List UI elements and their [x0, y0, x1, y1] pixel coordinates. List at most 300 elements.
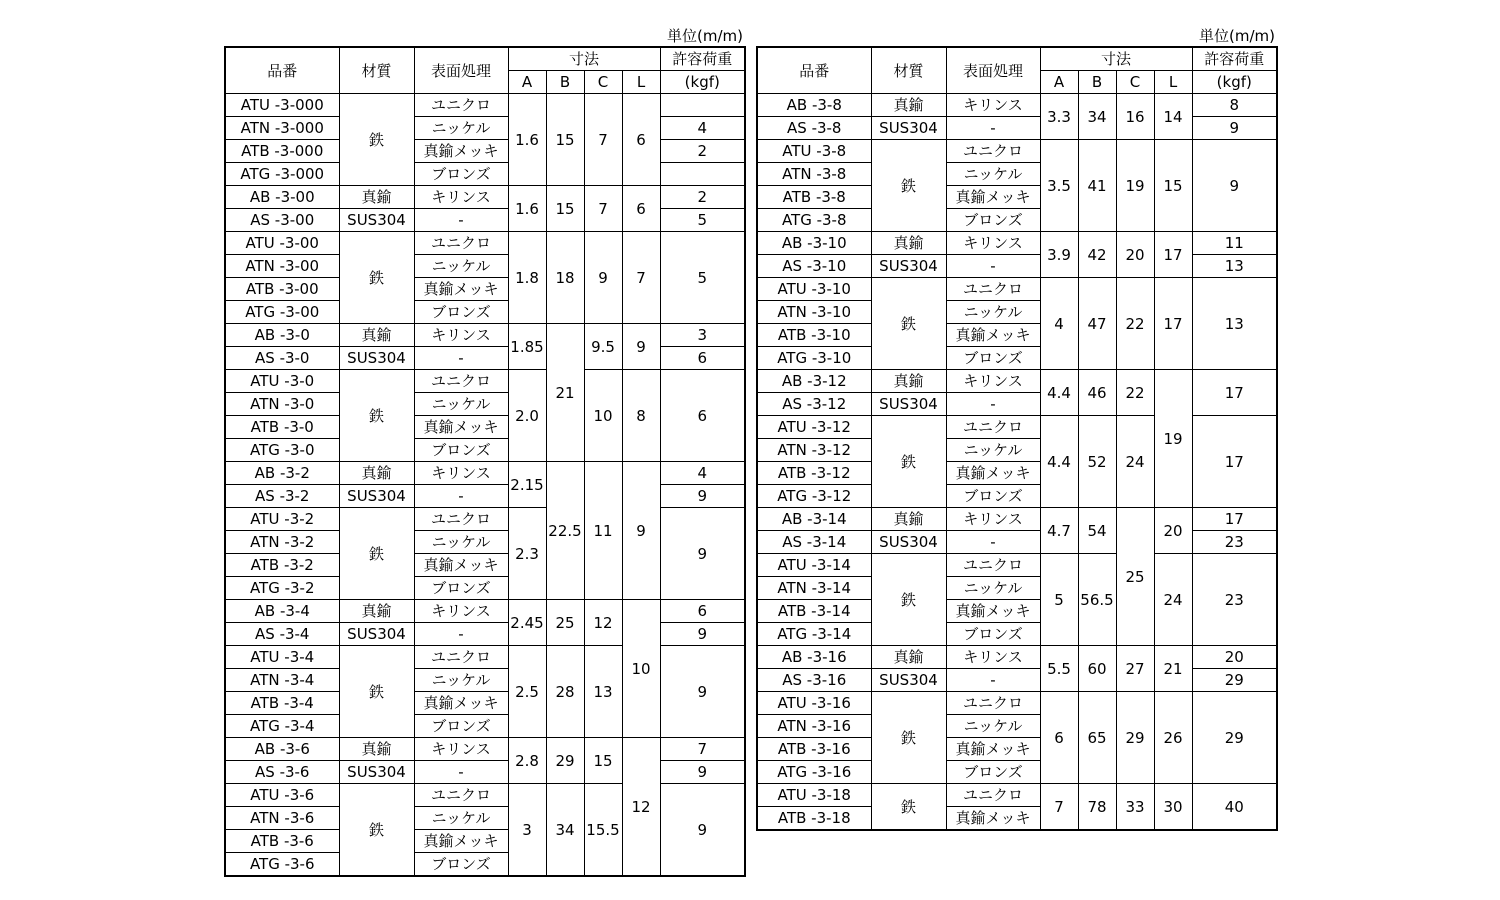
- header-load-unit: (kgf): [1192, 71, 1277, 94]
- surface-cell: ユニクロ: [946, 784, 1040, 807]
- material-cell: 鉄: [871, 554, 946, 646]
- part-number-cell: AB -3-4: [225, 600, 339, 623]
- dim-b-cell: 46: [1078, 370, 1116, 416]
- dim-a-cell: 2.45: [508, 600, 546, 646]
- header-material: 材質: [339, 47, 414, 94]
- surface-cell: キリンス: [414, 324, 508, 347]
- table-row: [225, 94, 745, 117]
- table-row: [757, 416, 1277, 439]
- surface-cell: キリンス: [414, 186, 508, 209]
- surface-cell: キリンス: [946, 94, 1040, 117]
- surface-cell: 真鍮メッキ: [414, 278, 508, 301]
- part-number-cell: ATG -3-14: [757, 623, 871, 646]
- header-load: 許容荷重: [1192, 47, 1277, 71]
- load-cell: 9: [660, 508, 745, 600]
- surface-cell: 真鍮メッキ: [414, 140, 508, 163]
- table-row: [225, 324, 745, 347]
- table-row: [757, 94, 1277, 117]
- dim-b-cell: 29: [546, 738, 584, 784]
- surface-cell: ブロンズ: [946, 761, 1040, 784]
- header-dim-b: B: [1078, 71, 1116, 94]
- part-number-cell: ATB -3-12: [757, 462, 871, 485]
- surface-cell: -: [946, 531, 1040, 554]
- surface-cell: 真鍮メッキ: [946, 186, 1040, 209]
- material-cell: SUS304: [871, 255, 946, 278]
- part-number-cell: ATB -3-0: [225, 416, 339, 439]
- part-number-cell: AS -3-2: [225, 485, 339, 508]
- surface-cell: キリンス: [946, 508, 1040, 531]
- part-number-cell: AS -3-10: [757, 255, 871, 278]
- part-number-cell: ATU -3-12: [757, 416, 871, 439]
- dim-l-cell: 15: [1154, 140, 1192, 232]
- dim-c-cell: 27: [1116, 646, 1154, 692]
- table-row: [225, 117, 745, 140]
- dim-l-cell: 20: [1154, 508, 1192, 554]
- part-number-cell: ATB -3-4: [225, 692, 339, 715]
- dim-c-cell: 9: [584, 232, 622, 324]
- surface-cell: ブロンズ: [946, 485, 1040, 508]
- part-number-cell: AS -3-14: [757, 531, 871, 554]
- header-dim-a: A: [508, 71, 546, 94]
- material-cell: 鉄: [339, 646, 414, 738]
- material-cell: SUS304: [339, 623, 414, 646]
- table-row: [757, 508, 1277, 531]
- surface-cell: ブロンズ: [946, 347, 1040, 370]
- table-row: [757, 140, 1277, 163]
- surface-cell: ユニクロ: [414, 232, 508, 255]
- dim-a-cell: 2.15: [508, 462, 546, 508]
- dim-b-cell: 47: [1078, 278, 1116, 370]
- table-row: [225, 370, 745, 393]
- dim-c-cell: 10: [584, 370, 622, 462]
- dim-b-cell: 78: [1078, 784, 1116, 831]
- load-cell: 29: [1192, 669, 1277, 692]
- dim-b-cell: 34: [546, 784, 584, 877]
- load-cell: 7: [660, 738, 745, 761]
- dim-b-cell: 54: [1078, 508, 1116, 554]
- dim-c-cell: 19: [1116, 140, 1154, 232]
- part-number-cell: AB -3-0: [225, 324, 339, 347]
- header-load-unit: (kgf): [660, 71, 745, 94]
- part-number-cell: ATB -3-8: [757, 186, 871, 209]
- load-cell: 40: [1192, 784, 1277, 831]
- part-number-cell: AB -3-8: [757, 94, 871, 117]
- dim-b-cell: 18: [546, 232, 584, 324]
- surface-cell: ニッケル: [946, 715, 1040, 738]
- dim-a-cell: 1.6: [508, 94, 546, 186]
- dim-c-cell: 9.5: [584, 324, 622, 370]
- surface-cell: 真鍮メッキ: [414, 554, 508, 577]
- load-cell: 20: [1192, 646, 1277, 669]
- surface-cell: ニッケル: [946, 163, 1040, 186]
- surface-cell: -: [946, 117, 1040, 140]
- material-cell: 鉄: [871, 416, 946, 508]
- table-row: [225, 163, 745, 186]
- table-row: [225, 623, 745, 646]
- dim-b-cell: 21: [546, 324, 584, 462]
- part-number-cell: AS -3-8: [757, 117, 871, 140]
- dim-a-cell: 2.5: [508, 646, 546, 738]
- load-cell: 17: [1192, 508, 1277, 531]
- dim-a-cell: 6: [1040, 692, 1078, 784]
- table-row: [225, 738, 745, 761]
- part-number-cell: ATU -3-000: [225, 94, 339, 117]
- part-number-cell: ATG -3-6: [225, 853, 339, 877]
- table-row: [757, 669, 1277, 692]
- dim-c-cell: 22: [1116, 278, 1154, 370]
- surface-cell: 真鍮メッキ: [946, 600, 1040, 623]
- surface-cell: ユニクロ: [946, 692, 1040, 715]
- material-cell: 真鍮: [339, 324, 414, 347]
- surface-cell: 真鍮メッキ: [946, 807, 1040, 831]
- part-number-cell: AB -3-16: [757, 646, 871, 669]
- table-row: [225, 140, 745, 163]
- surface-cell: ユニクロ: [414, 370, 508, 393]
- surface-cell: ユニクロ: [414, 646, 508, 669]
- surface-cell: 真鍮メッキ: [946, 324, 1040, 347]
- load-cell: 2: [660, 186, 745, 209]
- dim-c-cell: 15: [584, 738, 622, 784]
- surface-cell: ニッケル: [414, 117, 508, 140]
- dim-l-cell: 14: [1154, 94, 1192, 140]
- spec-table-right: [756, 46, 1278, 831]
- surface-cell: キリンス: [414, 738, 508, 761]
- surface-cell: ユニクロ: [414, 784, 508, 807]
- surface-cell: ユニクロ: [946, 554, 1040, 577]
- surface-cell: ニッケル: [946, 439, 1040, 462]
- dim-c-cell: 12: [584, 600, 622, 646]
- dim-a-cell: 4.7: [1040, 508, 1078, 554]
- dim-a-cell: 2.0: [508, 370, 546, 462]
- part-number-cell: ATN -3-0: [225, 393, 339, 416]
- material-cell: 鉄: [339, 370, 414, 462]
- dim-b-cell: 15: [546, 94, 584, 186]
- surface-cell: ニッケル: [414, 807, 508, 830]
- dim-a-cell: 3.5: [1040, 140, 1078, 232]
- part-number-cell: ATU -3-16: [757, 692, 871, 715]
- part-number-cell: ATN -3-00: [225, 255, 339, 278]
- load-cell: 9: [660, 646, 745, 738]
- load-cell: 11: [1192, 232, 1277, 255]
- dim-b-cell: 34: [1078, 94, 1116, 140]
- header-load: 許容荷重: [660, 47, 745, 71]
- dim-l-cell: 21: [1154, 646, 1192, 692]
- header-dim-a: A: [1040, 71, 1078, 94]
- surface-cell: -: [414, 761, 508, 784]
- part-number-cell: ATN -3-6: [225, 807, 339, 830]
- load-cell: 6: [660, 370, 745, 462]
- part-number-cell: ATN -3-16: [757, 715, 871, 738]
- table-row: [225, 347, 745, 370]
- part-number-cell: ATG -3-0: [225, 439, 339, 462]
- table-row: [225, 462, 745, 485]
- part-number-cell: ATG -3-4: [225, 715, 339, 738]
- dim-b-cell: 42: [1078, 232, 1116, 278]
- dim-c-cell: 33: [1116, 784, 1154, 831]
- part-number-cell: ATN -3-10: [757, 301, 871, 324]
- surface-cell: キリンス: [414, 462, 508, 485]
- dim-l-cell: 26: [1154, 692, 1192, 784]
- header-part-number: 品番: [757, 47, 871, 94]
- unit-label-right: 単位(m/m): [1199, 27, 1275, 45]
- surface-cell: -: [946, 393, 1040, 416]
- load-cell: [660, 163, 745, 186]
- load-cell: 9: [660, 761, 745, 784]
- material-cell: 真鍮: [339, 186, 414, 209]
- dim-c-cell: 29: [1116, 692, 1154, 784]
- surface-cell: ブロンズ: [414, 853, 508, 877]
- surface-cell: 真鍮メッキ: [414, 416, 508, 439]
- load-cell: 5: [660, 209, 745, 232]
- part-number-cell: AB -3-2: [225, 462, 339, 485]
- material-cell: 真鍮: [871, 232, 946, 255]
- part-number-cell: ATG -3-10: [757, 347, 871, 370]
- part-number-cell: ATN -3-4: [225, 669, 339, 692]
- load-cell: 23: [1192, 531, 1277, 554]
- dim-a-cell: 2.8: [508, 738, 546, 784]
- table-row: [225, 232, 745, 255]
- part-number-cell: ATU -3-0: [225, 370, 339, 393]
- surface-cell: ブロンズ: [946, 209, 1040, 232]
- header-dim-b: B: [546, 71, 584, 94]
- part-number-cell: ATB -3-16: [757, 738, 871, 761]
- material-cell: 真鍮: [871, 646, 946, 669]
- surface-cell: 真鍮メッキ: [414, 692, 508, 715]
- header-dimensions: 寸法: [1040, 47, 1192, 71]
- dim-a-cell: 5.5: [1040, 646, 1078, 692]
- table-row: [225, 485, 745, 508]
- surface-cell: ユニクロ: [946, 140, 1040, 163]
- material-cell: 鉄: [339, 508, 414, 600]
- part-number-cell: ATB -3-18: [757, 807, 871, 831]
- surface-cell: ユニクロ: [946, 278, 1040, 301]
- part-number-cell: AB -3-12: [757, 370, 871, 393]
- dim-a-cell: 2.3: [508, 508, 546, 600]
- table-row: [757, 278, 1277, 301]
- load-cell: 9: [660, 623, 745, 646]
- part-number-cell: ATU -3-8: [757, 140, 871, 163]
- part-number-cell: ATB -3-14: [757, 600, 871, 623]
- table-row: [757, 784, 1277, 807]
- surface-cell: ニッケル: [414, 669, 508, 692]
- dim-c-cell: 16: [1116, 94, 1154, 140]
- load-cell: 9: [1192, 140, 1277, 232]
- surface-cell: キリンス: [946, 646, 1040, 669]
- header-dim-l: L: [1154, 71, 1192, 94]
- material-cell: 真鍮: [871, 94, 946, 117]
- dim-a-cell: 5: [1040, 554, 1078, 646]
- part-number-cell: AB -3-10: [757, 232, 871, 255]
- part-number-cell: ATN -3-2: [225, 531, 339, 554]
- surface-cell: ブロンズ: [414, 715, 508, 738]
- header-dim-c: C: [1116, 71, 1154, 94]
- dim-a-cell: 4.4: [1040, 370, 1078, 416]
- table-row: [757, 531, 1277, 554]
- part-number-cell: AS -3-4: [225, 623, 339, 646]
- part-number-cell: ATG -3-12: [757, 485, 871, 508]
- table-row: [225, 784, 745, 807]
- material-cell: 真鍮: [339, 600, 414, 623]
- load-cell: 4: [660, 117, 745, 140]
- dim-b-cell: 65: [1078, 692, 1116, 784]
- dim-l-cell: 17: [1154, 278, 1192, 370]
- surface-cell: ブロンズ: [414, 163, 508, 186]
- part-number-cell: AS -3-16: [757, 669, 871, 692]
- surface-cell: 真鍮メッキ: [946, 462, 1040, 485]
- load-cell: 13: [1192, 255, 1277, 278]
- dim-b-cell: 56.5: [1078, 554, 1116, 646]
- part-number-cell: ATU -3-10: [757, 278, 871, 301]
- part-number-cell: ATB -3-6: [225, 830, 339, 853]
- surface-cell: ブロンズ: [414, 301, 508, 324]
- material-cell: 鉄: [339, 784, 414, 877]
- part-number-cell: ATG -3-8: [757, 209, 871, 232]
- surface-cell: ニッケル: [414, 255, 508, 278]
- dim-c-cell: 25: [1116, 508, 1154, 646]
- dim-c-cell: 11: [584, 462, 622, 600]
- dim-c-cell: 20: [1116, 232, 1154, 278]
- dim-l-cell: 10: [622, 600, 660, 738]
- spec-table-left: [224, 46, 746, 877]
- load-cell: 17: [1192, 370, 1277, 416]
- dim-a-cell: 7: [1040, 784, 1078, 831]
- material-cell: SUS304: [339, 761, 414, 784]
- material-cell: 真鍮: [871, 508, 946, 531]
- dim-b-cell: 41: [1078, 140, 1116, 232]
- load-cell: 23: [1192, 554, 1277, 646]
- dim-b-cell: 60: [1078, 646, 1116, 692]
- dim-c-cell: 22: [1116, 370, 1154, 416]
- dim-l-cell: 24: [1154, 554, 1192, 646]
- load-cell: 6: [660, 600, 745, 623]
- part-number-cell: AS -3-6: [225, 761, 339, 784]
- material-cell: 真鍮: [339, 738, 414, 761]
- part-number-cell: ATU -3-4: [225, 646, 339, 669]
- material-cell: 鉄: [871, 140, 946, 232]
- load-cell: 2: [660, 140, 745, 163]
- dim-c-cell: 24: [1116, 416, 1154, 508]
- surface-cell: 真鍮メッキ: [414, 830, 508, 853]
- table-row: [757, 255, 1277, 278]
- surface-cell: キリンス: [946, 232, 1040, 255]
- material-cell: SUS304: [871, 393, 946, 416]
- part-number-cell: AS -3-12: [757, 393, 871, 416]
- dim-l-cell: 8: [622, 370, 660, 462]
- dim-c-cell: 15.5: [584, 784, 622, 877]
- dim-a-cell: 4: [1040, 278, 1078, 370]
- surface-cell: ニッケル: [414, 393, 508, 416]
- header-dim-l: L: [622, 71, 660, 94]
- load-cell: 13: [1192, 278, 1277, 370]
- surface-cell: ニッケル: [946, 301, 1040, 324]
- load-cell: 9: [660, 485, 745, 508]
- surface-cell: ニッケル: [414, 531, 508, 554]
- surface-cell: -: [414, 347, 508, 370]
- material-cell: SUS304: [871, 669, 946, 692]
- load-cell: 17: [1192, 416, 1277, 508]
- dim-l-cell: 12: [622, 738, 660, 877]
- part-number-cell: ATN -3-12: [757, 439, 871, 462]
- surface-cell: ユニクロ: [946, 416, 1040, 439]
- part-number-cell: ATN -3-14: [757, 577, 871, 600]
- table-row: [225, 761, 745, 784]
- material-cell: SUS304: [339, 347, 414, 370]
- dim-b-cell: 52: [1078, 416, 1116, 508]
- load-cell: 4: [660, 462, 745, 485]
- dim-b-cell: 22.5: [546, 462, 584, 600]
- dim-b-cell: 15: [546, 186, 584, 232]
- surface-cell: ユニクロ: [414, 94, 508, 117]
- dim-l-cell: 19: [1154, 370, 1192, 508]
- table-row: [757, 117, 1277, 140]
- header-dim-c: C: [584, 71, 622, 94]
- table-row: [757, 232, 1277, 255]
- part-number-cell: ATG -3-000: [225, 163, 339, 186]
- part-number-cell: ATG -3-2: [225, 577, 339, 600]
- part-number-cell: AB -3-14: [757, 508, 871, 531]
- part-number-cell: ATB -3-2: [225, 554, 339, 577]
- dim-c-cell: 7: [584, 94, 622, 186]
- table-row: [757, 646, 1277, 669]
- part-number-cell: ATN -3-000: [225, 117, 339, 140]
- unit-label-left: 単位(m/m): [667, 27, 743, 45]
- dim-l-cell: 30: [1154, 784, 1192, 831]
- table-row: [225, 508, 745, 531]
- header-dimensions: 寸法: [508, 47, 660, 71]
- dim-b-cell: 25: [546, 600, 584, 646]
- table-row: [225, 186, 745, 209]
- part-number-cell: AB -3-6: [225, 738, 339, 761]
- material-cell: 鉄: [871, 784, 946, 831]
- dim-l-cell: 9: [622, 462, 660, 600]
- part-number-cell: AB -3-00: [225, 186, 339, 209]
- material-cell: 鉄: [871, 278, 946, 370]
- surface-cell: ブロンズ: [946, 623, 1040, 646]
- part-number-cell: ATG -3-16: [757, 761, 871, 784]
- part-number-cell: ATB -3-000: [225, 140, 339, 163]
- table-row: [225, 209, 745, 232]
- dim-a-cell: 1.6: [508, 186, 546, 232]
- table-row: [757, 692, 1277, 715]
- surface-cell: -: [414, 485, 508, 508]
- surface-cell: ブロンズ: [414, 439, 508, 462]
- surface-cell: キリンス: [414, 600, 508, 623]
- dim-l-cell: 9: [622, 324, 660, 370]
- material-cell: 鉄: [339, 94, 414, 186]
- material-cell: SUS304: [339, 485, 414, 508]
- header-material: 材質: [871, 47, 946, 94]
- dim-l-cell: 6: [622, 186, 660, 232]
- material-cell: SUS304: [871, 531, 946, 554]
- surface-cell: -: [946, 255, 1040, 278]
- material-cell: SUS304: [339, 209, 414, 232]
- part-number-cell: ATB -3-00: [225, 278, 339, 301]
- material-cell: 真鍮: [871, 370, 946, 393]
- table-row: [757, 370, 1277, 393]
- dim-c-cell: 13: [584, 646, 622, 738]
- part-number-cell: ATN -3-8: [757, 163, 871, 186]
- part-number-cell: ATU -3-6: [225, 784, 339, 807]
- surface-cell: ニッケル: [946, 577, 1040, 600]
- load-cell: 5: [660, 232, 745, 324]
- dim-l-cell: 6: [622, 94, 660, 186]
- load-cell: 9: [660, 784, 745, 877]
- load-cell: 29: [1192, 692, 1277, 784]
- dim-l-cell: 17: [1154, 232, 1192, 278]
- material-cell: SUS304: [871, 117, 946, 140]
- surface-cell: 真鍮メッキ: [946, 738, 1040, 761]
- part-number-cell: AS -3-00: [225, 209, 339, 232]
